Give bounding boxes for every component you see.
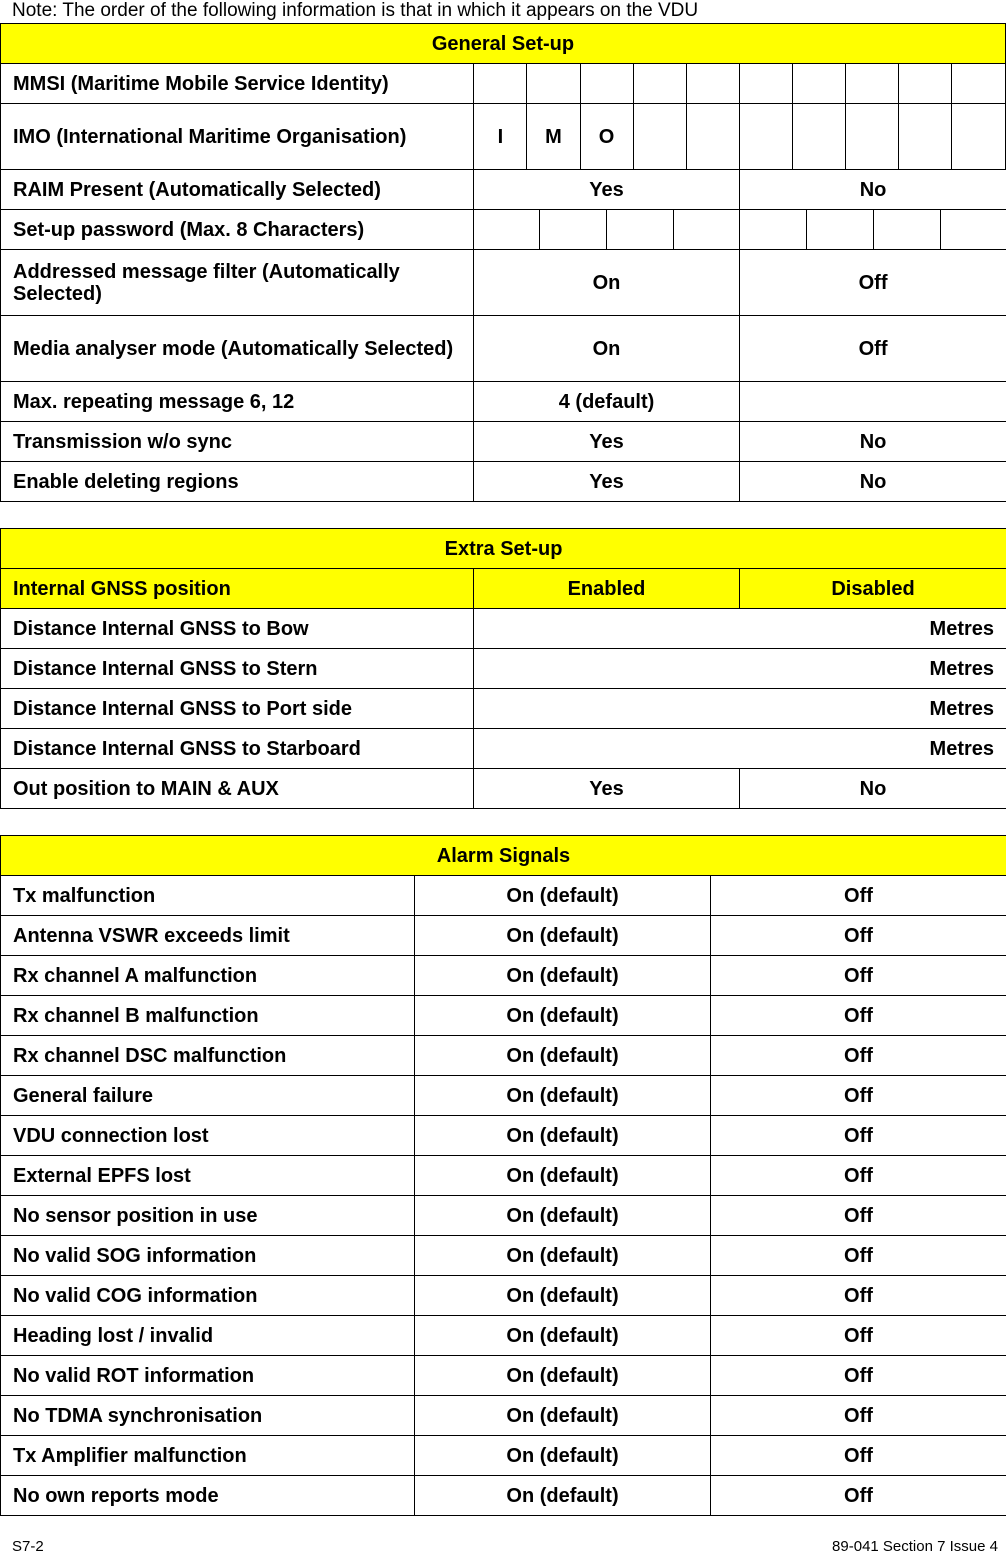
mmsi-digit-box[interactable] (633, 64, 686, 104)
alarm-signals-table (0, 835, 1006, 1516)
mmsi-digit-box[interactable] (898, 64, 951, 104)
alarm-label: No valid COG information (1, 1276, 415, 1316)
alarm-label: General failure (1, 1076, 415, 1116)
out-position-label: Out position to MAIN & AUX (1, 769, 474, 809)
alarm-on-option[interactable]: On (default) (415, 1196, 711, 1236)
alarm-row (1, 1116, 1006, 1156)
password-char-box[interactable] (874, 210, 941, 250)
alarm-off-option[interactable]: Off (711, 1116, 1006, 1156)
alarm-off-option[interactable]: Off (711, 1396, 1006, 1436)
alarm-on-option[interactable]: On (default) (415, 1076, 711, 1116)
gnss-port-input[interactable]: Metres (474, 689, 1006, 729)
alarm-off-option[interactable]: Off (711, 996, 1006, 1036)
out-position-yes-option[interactable]: Yes (474, 769, 740, 809)
alarm-row (1, 1236, 1006, 1276)
alarm-row (1, 1076, 1006, 1116)
alarm-row (1, 1316, 1006, 1356)
alarm-off-option[interactable]: Off (711, 1236, 1006, 1276)
password-char-box[interactable] (474, 210, 540, 250)
alarm-off-option[interactable]: Off (711, 1196, 1006, 1236)
imo-digit-box[interactable] (739, 104, 792, 170)
imo-digit-box[interactable] (686, 104, 739, 170)
alarm-on-option[interactable]: On (default) (415, 876, 711, 916)
password-char-box[interactable] (607, 210, 674, 250)
alarm-row (1, 1436, 1006, 1476)
alarm-off-option[interactable]: Off (711, 1036, 1006, 1076)
mmsi-digit-box[interactable] (951, 64, 1005, 104)
media-analyser-off-option[interactable]: Off (740, 316, 1006, 382)
gnss-disabled-option[interactable]: Disabled (740, 569, 1006, 609)
alarm-label: Rx channel DSC malfunction (1, 1036, 415, 1076)
imo-digit-box[interactable] (845, 104, 898, 170)
document-reference: 89-041 Section 7 Issue 4 (832, 1538, 998, 1556)
alarm-off-option[interactable]: Off (711, 876, 1006, 916)
extra-setup-table (0, 528, 1006, 809)
alarm-row (1, 1276, 1006, 1316)
alarm-row (1, 956, 1006, 996)
alarm-row (1, 1036, 1006, 1076)
alarm-on-option[interactable]: On (default) (415, 1276, 711, 1316)
alarm-on-option[interactable]: On (default) (415, 1356, 711, 1396)
alarm-on-option[interactable]: On (default) (415, 1396, 711, 1436)
gnss-starboard-label: Distance Internal GNSS to Starboard (1, 729, 474, 769)
alarm-label: VDU connection lost (1, 1116, 415, 1156)
imo-digit-box[interactable] (633, 104, 686, 170)
alarm-off-option[interactable]: Off (711, 1316, 1006, 1356)
general-setup-title: General Set-up (1, 24, 1006, 64)
alarm-label: No valid SOG information (1, 1236, 415, 1276)
alarm-row (1, 1396, 1006, 1436)
gnss-bow-label: Distance Internal GNSS to Bow (1, 609, 474, 649)
alarm-on-option[interactable]: On (default) (415, 1036, 711, 1076)
raim-yes-option[interactable]: Yes (474, 170, 740, 210)
mmsi-digit-box[interactable] (527, 64, 580, 104)
general-setup-table (0, 23, 1006, 170)
raim-label: RAIM Present (Automatically Selected) (1, 170, 474, 210)
gnss-bow-input[interactable]: Metres (474, 609, 1006, 649)
alarm-on-option[interactable]: On (default) (415, 996, 711, 1036)
alarm-on-option[interactable]: On (default) (415, 1476, 711, 1516)
alarm-label: No TDMA synchronisation (1, 1396, 415, 1436)
alarm-on-option[interactable]: On (default) (415, 956, 711, 996)
mmsi-digit-box[interactable] (845, 64, 898, 104)
alarm-label: Tx malfunction (1, 876, 415, 916)
tx-without-sync-yes-option[interactable]: Yes (474, 422, 740, 462)
delete-regions-yes-option[interactable]: Yes (474, 462, 740, 502)
mmsi-digit-box[interactable] (474, 64, 527, 104)
raim-no-option[interactable]: No (740, 170, 1006, 210)
password-char-box[interactable] (674, 210, 740, 250)
alarm-off-option[interactable]: Off (711, 1436, 1006, 1476)
mmsi-digit-box[interactable] (792, 64, 845, 104)
gnss-stern-input[interactable]: Metres (474, 649, 1006, 689)
gnss-position-label: Internal GNSS position (1, 569, 474, 609)
alarm-off-option[interactable]: Off (711, 956, 1006, 996)
tx-without-sync-label: Transmission w/o sync (1, 422, 474, 462)
alarm-on-option[interactable]: On (default) (415, 1116, 711, 1156)
extra-setup-title: Extra Set-up (1, 529, 1006, 569)
alarm-off-option[interactable]: Off (711, 1076, 1006, 1116)
alarm-label: Rx channel A malfunction (1, 956, 415, 996)
addressed-filter-on-option[interactable]: On (474, 250, 740, 316)
alarm-on-option[interactable]: On (default) (415, 916, 711, 956)
imo-label: IMO (International Maritime Organisation) (1, 104, 474, 170)
vdu-order-note: Note: The order of the following information is that in which it appears on the VDU (12, 0, 698, 22)
tx-without-sync-no-option[interactable]: No (740, 422, 1006, 462)
alarm-label: No valid ROT information (1, 1356, 415, 1396)
password-char-box[interactable] (941, 210, 1006, 250)
alarm-label: No own reports mode (1, 1476, 415, 1516)
alarm-label: Antenna VSWR exceeds limit (1, 916, 415, 956)
mmsi-label: MMSI (Maritime Mobile Service Identity) (1, 64, 474, 104)
alarm-off-option[interactable]: Off (711, 1356, 1006, 1396)
gnss-enabled-option[interactable]: Enabled (474, 569, 740, 609)
alarm-label: Rx channel B malfunction (1, 996, 415, 1036)
alarm-on-option[interactable]: On (default) (415, 1156, 711, 1196)
alarm-off-option[interactable]: Off (711, 916, 1006, 956)
imo-prefix-m: M (527, 104, 580, 170)
out-position-no-option[interactable]: No (740, 769, 1006, 809)
alarm-off-option[interactable]: Off (711, 1276, 1006, 1316)
alarm-off-option[interactable]: Off (711, 1476, 1006, 1516)
addressed-filter-off-option[interactable]: Off (740, 250, 1006, 316)
gnss-stern-label: Distance Internal GNSS to Stern (1, 649, 474, 689)
alarm-row (1, 996, 1006, 1036)
max-repeating-label: Max. repeating message 6, 12 (1, 382, 474, 422)
alarm-label: Tx Amplifier malfunction (1, 1436, 415, 1476)
alarm-row (1, 1476, 1006, 1516)
password-char-box[interactable] (540, 210, 607, 250)
media-analyser-on-option[interactable]: On (474, 316, 740, 382)
alarm-label: Heading lost / invalid (1, 1316, 415, 1356)
media-analyser-label: Media analyser mode (Automatically Selected) (1, 316, 474, 382)
alarm-row (1, 876, 1006, 916)
alarm-row (1, 1156, 1006, 1196)
delete-regions-label: Enable deleting regions (1, 462, 474, 502)
alarm-label: No sensor position in use (1, 1196, 415, 1236)
alarm-row (1, 916, 1006, 956)
alarm-on-option[interactable]: On (default) (415, 1316, 711, 1356)
mmsi-digit-box[interactable] (686, 64, 739, 104)
alarm-off-option[interactable]: Off (711, 1156, 1006, 1196)
alarm-label: External EPFS lost (1, 1156, 415, 1196)
gnss-starboard-input[interactable]: Metres (474, 729, 1006, 769)
delete-regions-no-option[interactable]: No (740, 462, 1006, 502)
max-repeating-alt-box[interactable] (740, 382, 1006, 422)
imo-prefix-o: O (580, 104, 633, 170)
page-number: S7-2 (12, 1538, 44, 1556)
mmsi-digit-box[interactable] (580, 64, 633, 104)
alarm-row (1, 1196, 1006, 1236)
alarm-on-option[interactable]: On (default) (415, 1436, 711, 1476)
max-repeating-value[interactable]: 4 (default) (474, 382, 740, 422)
addressed-filter-label: Addressed message filter (Automatically Selected) (1, 250, 474, 316)
alarm-signals-title: Alarm Signals (1, 836, 1006, 876)
alarm-row (1, 1356, 1006, 1396)
general-setup-table-lower (0, 169, 1006, 502)
imo-digit-box[interactable] (792, 104, 845, 170)
mmsi-digit-box[interactable] (739, 64, 792, 104)
password-char-box[interactable] (807, 210, 874, 250)
imo-digit-box[interactable] (898, 104, 951, 170)
imo-prefix-i: I (474, 104, 527, 170)
alarm-on-option[interactable]: On (default) (415, 1236, 711, 1276)
gnss-port-label: Distance Internal GNSS to Port side (1, 689, 474, 729)
setup-password-label: Set-up password (Max. 8 Characters) (1, 210, 474, 250)
password-char-box[interactable] (740, 210, 807, 250)
imo-digit-box[interactable] (951, 104, 1005, 170)
